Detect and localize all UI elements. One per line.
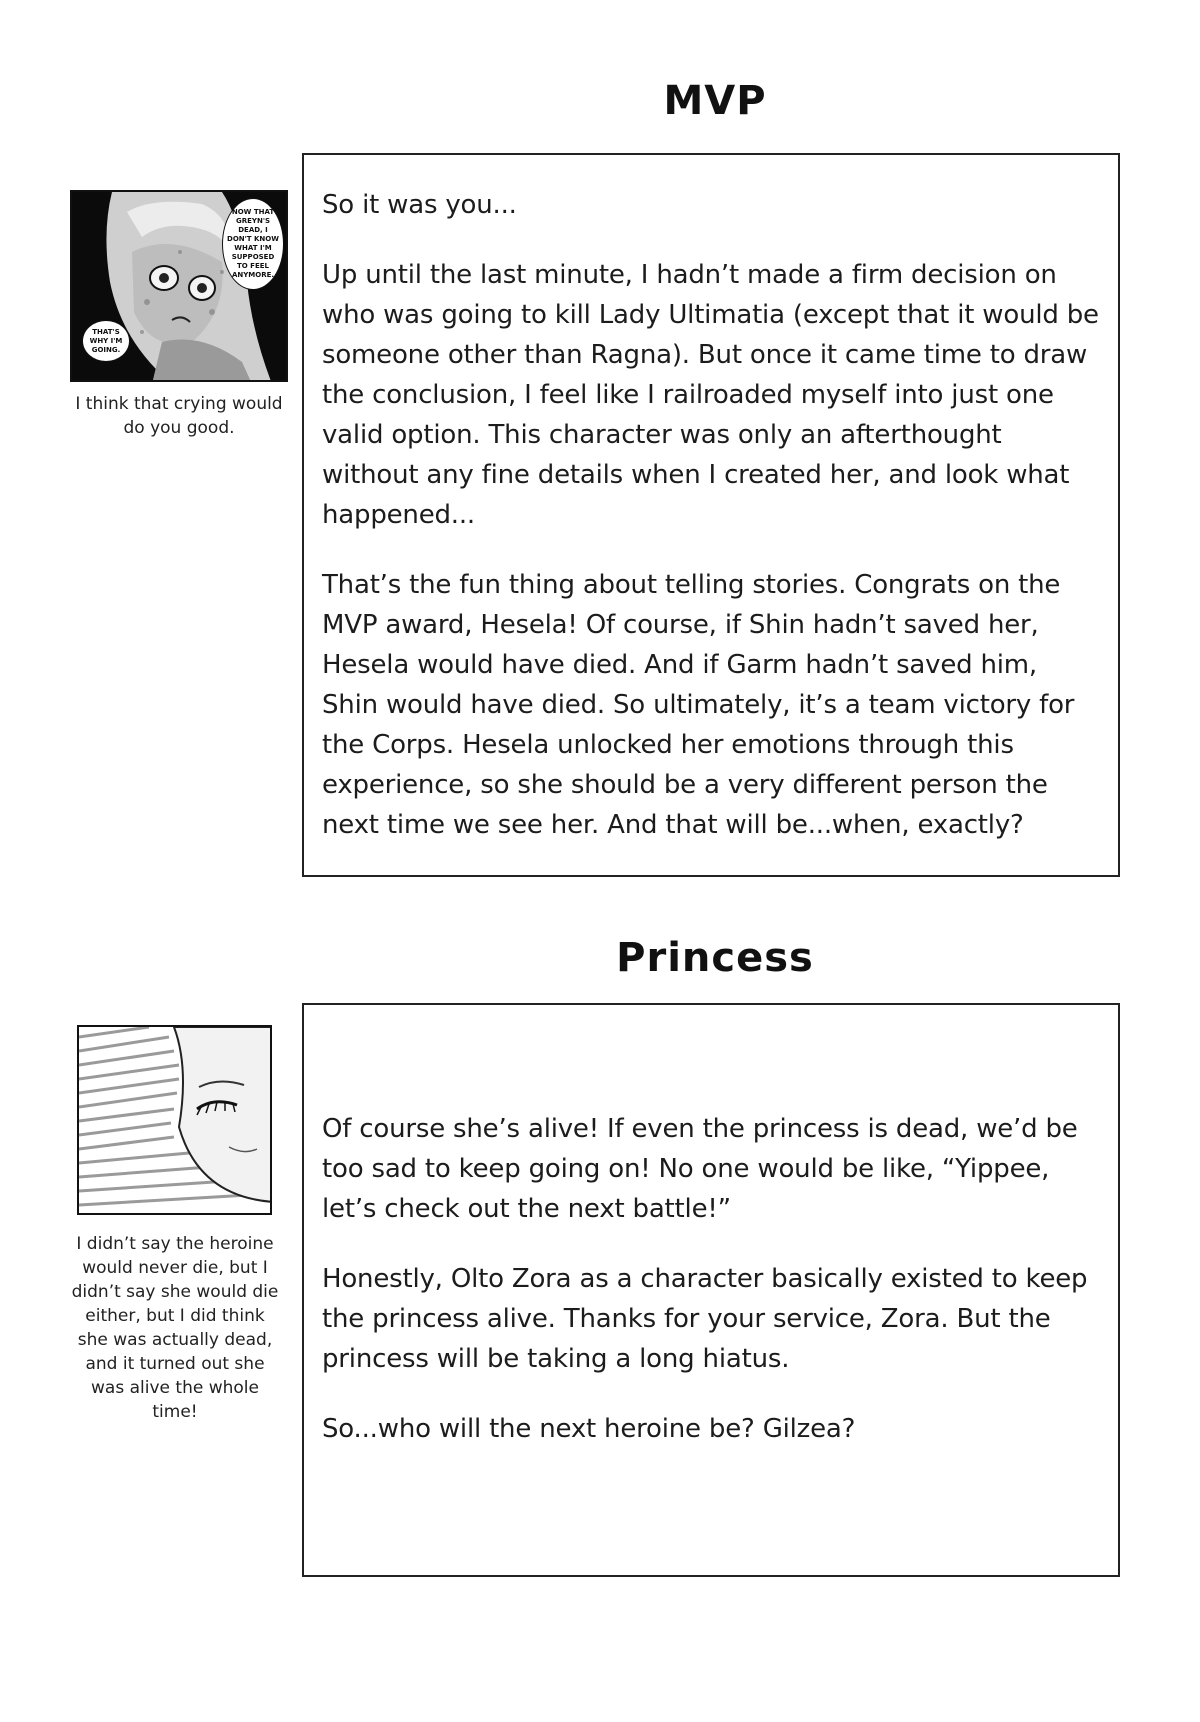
hesela-manga-panel xyxy=(70,190,288,382)
mvp-title: MVP xyxy=(663,78,767,124)
princess-paragraph-3: So...who will the next heroine be? Gilzea? xyxy=(322,1414,856,1444)
mvp-paragraph-3: That’s the fun thing about telling stories. Congrats on the MVP award, Hesela! Of course, if Shin hadn’t saved her, Hesela would have died. And if Garm hadn’t saved him, Shin would have died. So ultimately, it’s a team victory for the Corps. Hesela unlocked her emotions through this experience, so she should be a very different person the next time we see her. And that will be...when, exactly? xyxy=(322,570,1075,840)
princess-illustration xyxy=(79,1027,272,1215)
mvp-paragraph-2: Up until the last minute, I hadn’t made a firm decision on who was going to kill Lady Ultimatia (except that it would be someone other than Ragna). But once it came time to draw the conclusion, I feel like I railroaded myself into just one valid option. This character was only an afterthought without any fine details when I created her, and look what happened... xyxy=(322,260,1099,530)
mvp-panel-caption: I think that crying would do you good. xyxy=(75,394,283,438)
speech-bubble-top: NOW THAT GREYN'S DEAD, I DON'T KNOW WHAT I'M SUPPOSED TO FEEL ANYMORE. xyxy=(222,198,284,290)
princess-title: Princess xyxy=(616,935,814,981)
speech-bubble-bottom: THAT'S WHY I'M GOING. xyxy=(82,320,130,362)
mvp-text-box xyxy=(302,153,1120,877)
princess-paragraph-1: Of course she’s alive! If even the princess is dead, we’d be too sad to keep going on! No one would be like, “Yippee, let’s check out the next battle!” xyxy=(322,1114,1078,1224)
princess-manga-panel xyxy=(77,1025,272,1215)
princess-paragraph-2: Honestly, Olto Zora as a character basically existed to keep the princess alive. Thanks for your service, Zora. But the princess will be taking a long hiatus. xyxy=(322,1264,1088,1374)
mvp-paragraph-1: So it was you... xyxy=(322,190,517,220)
princess-text-box xyxy=(302,1003,1120,1577)
princess-panel-caption: I didn’t say the heroine would never die, but I didn’t say she would die either, but I did think she was actually dead, and it turned out she was alive the whole time! xyxy=(71,1234,279,1422)
